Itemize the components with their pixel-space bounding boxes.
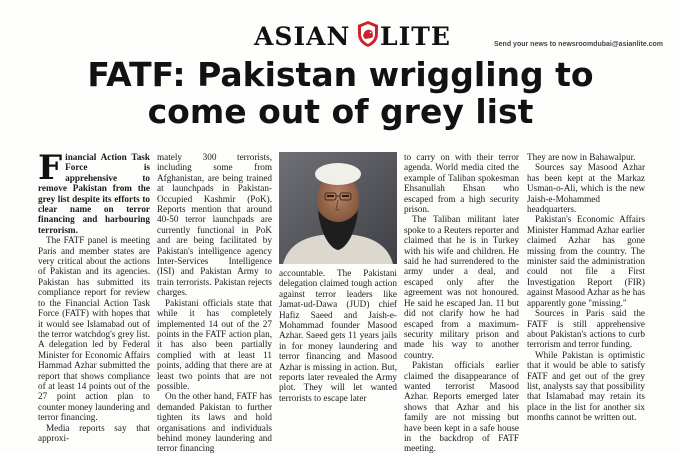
portrait-photo — [279, 152, 397, 264]
article-photo — [279, 152, 397, 264]
masthead — [0, 10, 681, 50]
paragraph: While Pakistan is optimistic that it would be able to satisfy FATF and get out of the grey list, analysts say that possibility that Islamabad may retain its place in the list for another six months cannot be written out. — [527, 349, 645, 423]
article-column-1 — [38, 148, 150, 443]
lead-paragraph — [38, 148, 150, 235]
headline-line-2: come out of grey list — [147, 92, 534, 131]
logo-text-left: ASIAN — [254, 22, 351, 51]
paragraph: On the other hand, FATF has demanded Pakistan to further tighten its laws and hold organisations and individuals behind money laundering and terror financing — [157, 391, 272, 454]
article-column-5 — [527, 152, 645, 423]
lead-text: inancial Action Task Force is apprehensive to remove Pakistan from the grey list despite its efforts to clear name on terror financing and harbouring terrorism. — [38, 152, 150, 235]
article-column-4 — [404, 152, 519, 454]
paragraph: Pakistan officials earlier claimed the disappearance of wanted terrorist Masood Azhar. Reports emerged later shows that Azhar and his family are not missing but have been kept in a safe house in the backdrop of FATF meeting. — [404, 360, 519, 454]
paragraph: Pakistan's Economic Affairs Minister Hammad Azhar earlier claimed Azhar has gone missing from the country. The minister said the administration could not file a First Investigation Report (FIR) against Masood Azhar as he has apparently gone "missing." — [527, 214, 645, 308]
contact-line: Send your news to newsroomdubai@asianlite.com — [494, 41, 664, 48]
paragraph: Sources in Paris said the FATF is still apprehensive about Pakistan's actions to curb terrorism and terror funding. — [527, 308, 645, 350]
paragraph: to carry on with their terror agenda. World media cited the example of Taliban spokesman Ehsanullah Ehsan who escaped from a high security prison. — [404, 152, 519, 215]
headline-line-1: FATF: Pakistan wriggling to — [87, 55, 594, 94]
headline — [0, 56, 681, 130]
lion-crest-emblem-icon — [356, 20, 380, 48]
paragraph: Pakistani officials state that while it has completely implemented 14 out of the 27 points in the FATF action plan, it has also been partially complied with at least 11 points, adding that there are at least two points that are not possible. — [157, 297, 272, 391]
drop-cap: F — [38, 148, 63, 188]
paragraph: The Taliban militant later spoke to a Reuters reporter and claimed that he is in Turkey with his wife and children. He said he had surrendered to the army under a deal, and escaped only after the agreement was not honoured. He said he escaped Jan. 11 but did not clarify how he had escaped from a maximum-security military prison and made his way to another country. — [404, 214, 519, 360]
article-column-3 — [279, 268, 397, 403]
paragraph: The FATF panel is meeting Paris and member states are very critical about the actions of Pakistan and its agencies. Pakistan has submitted its compliance report for review to the Financial Action Task Force (FATF) with hopes that it would see Islamabad out of the terror watchdog's grey list. A delegation led by Federal Minister for Economic Affairs Hammad Azhar submitted the report that shows compliance of at least 14 points out of the 27 point action plan to counter money laundering and terror financing. — [38, 235, 150, 423]
paragraph: mately 300 terrorists, including some from Afghanistan, are being trained at launchpads in Pakistan-Occupied Kashmir (PoK). Reports mention that around 40-50 terror launchpads are currently functional in PoK and are being facilitated by Pakistan's intelligence agency Inter-Services Intelligence (ISI) and Pakistan Army to train terrorists. Pakistan rejects charges. — [157, 152, 272, 298]
paragraph: Media reports say that approxi- — [38, 422, 150, 443]
article-column-2 — [157, 152, 272, 454]
logo-text-right: LITE — [380, 22, 451, 51]
paragraph: Sources say Masood Azhar has been kept at the Markaz Usman-o-Ali, which is the new Jaish-e-Mohammed headquarters. — [527, 162, 645, 215]
paragraph: They are now in Bahawalpur. — [527, 152, 636, 162]
paragraph: accountable. The Pakistani delegation claimed tough action against terror leaders like Jamat-ud-Dawa (JUD) chief Hafiz Saeed and Jaish-e-Mohammad founder Masood Azhar. Saeed gets 11 years jails in for money laundering and terror financing and Masood Azhar is missing in action. But, reports later revealed the Army plot. They will let wanted terrorists to escape later — [279, 268, 397, 403]
